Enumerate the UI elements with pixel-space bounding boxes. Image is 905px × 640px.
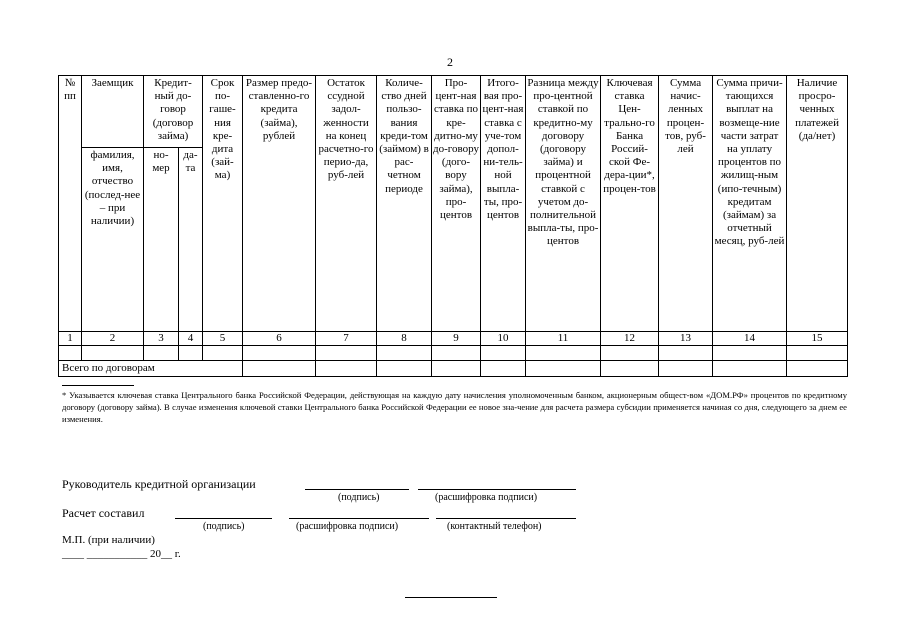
compiled-decoding-line <box>289 518 429 519</box>
compiled-label: Расчет составил <box>62 506 145 520</box>
date-line: ____ ___________ 20__ г. <box>62 548 181 560</box>
column-number: 11 <box>526 332 601 346</box>
header-key-rate: Ключевая ставка Цен-трально-го Банка Россий-ской Фе-дера-ции*, процен-тов <box>601 76 659 332</box>
footnote-separator <box>62 385 134 386</box>
header-number: № пп <box>59 76 82 332</box>
column-number: 10 <box>481 332 526 346</box>
compiled-signature-line <box>175 518 272 519</box>
column-number: 3 <box>144 332 179 346</box>
header-amount: Размер предо-ставленно-го кредита (займа), рублей <box>243 76 316 332</box>
header-accrued-interest: Сумма начис-ленных процен-тов, руб-лей <box>659 76 713 332</box>
stamp-label: М.П. (при наличии) <box>62 534 155 546</box>
header-total-rate: Итого-вая про-цент-ная ставка с уче-том допол-ни-тель-ной выпла-ты, про-центов <box>481 76 526 332</box>
column-number: 5 <box>203 332 243 346</box>
header-term: Срок по-гаше-ния кре-дита (зай-ма) <box>203 76 243 332</box>
head-signature-caption: (подпись) <box>338 492 380 503</box>
header-full-name: фамилия, имя, отчество (послед-нее – при наличии) <box>82 148 144 332</box>
header-contract: Кредит-ный до-говор (договор займа) <box>144 76 203 148</box>
footnote: * Указывается ключевая ставка Центрального банка Российской Федерации, действующая на каждую дату начисления уполномоченным банком, акционерным общест-вом «ДОМ.РФ» процентов по кредитному договору (договору займа). В случае изменения ключевой ставки Центрального банка Российской Федерации ее новое зна-чение для расчета размера субсидии применяется начиная со дня, следующего за днем ее изменения. <box>62 390 847 424</box>
column-number: 14 <box>713 332 787 346</box>
subsidy-calculation-table <box>58 75 848 377</box>
column-number: 15 <box>787 332 848 346</box>
header-balance: Остаток ссудной задол-женности на конец расчетно-го перио-да, руб-лей <box>316 76 377 332</box>
header-due-payments: Сумма причи-тающихся выплат на возмеще-ние части затрат на уплату процентов по жилищ-ным (ипо-течным) кредитам (займам) за отчетный месяц, руб-лей <box>713 76 787 332</box>
head-decoding-caption: (расшифровка подписи) <box>435 492 538 503</box>
head-label: Руководитель кредитной организации <box>62 477 256 491</box>
bottom-divider <box>405 597 497 598</box>
head-signature-line <box>305 489 409 490</box>
header-rate-difference: Разница между про-центной ставкой по кредитно-му договору (договору займа) и процентной ставкой с учетом до-полнительной выпла-ты, про-центов <box>526 76 601 332</box>
header-contract-date: да-та <box>179 148 203 332</box>
page-number: 2 <box>447 55 453 69</box>
column-number: 2 <box>82 332 144 346</box>
column-number: 1 <box>59 332 82 346</box>
total-label: Всего по договорам <box>59 361 243 377</box>
header-rate: Про-цент-ная ставка по кре-дитно-му до-говору (дого-вору займа), про-центов <box>432 76 481 332</box>
column-number: 7 <box>316 332 377 346</box>
header-overdue: Наличие просро-ченных платежей (да/нет) <box>787 76 848 332</box>
compiled-signature-caption: (подпись) <box>203 521 245 532</box>
compiled-phone-line <box>436 518 576 519</box>
column-number: 8 <box>377 332 432 346</box>
header-days: Количе-ство дней пользо-вания креди-том (займом) в рас-четном периоде <box>377 76 432 332</box>
column-number: 9 <box>432 332 481 346</box>
head-decoding-line <box>418 489 576 490</box>
column-number: 6 <box>243 332 316 346</box>
compiled-phone-caption: (контактный телефон) <box>447 521 542 532</box>
table-row <box>59 346 848 361</box>
total-row <box>59 361 848 377</box>
column-number: 13 <box>659 332 713 346</box>
header-borrower: Заемщик <box>82 76 144 148</box>
column-number: 4 <box>179 332 203 346</box>
compiled-decoding-caption: (расшифровка подписи) <box>296 521 399 532</box>
column-number: 12 <box>601 332 659 346</box>
header-contract-number: но-мер <box>144 148 179 332</box>
